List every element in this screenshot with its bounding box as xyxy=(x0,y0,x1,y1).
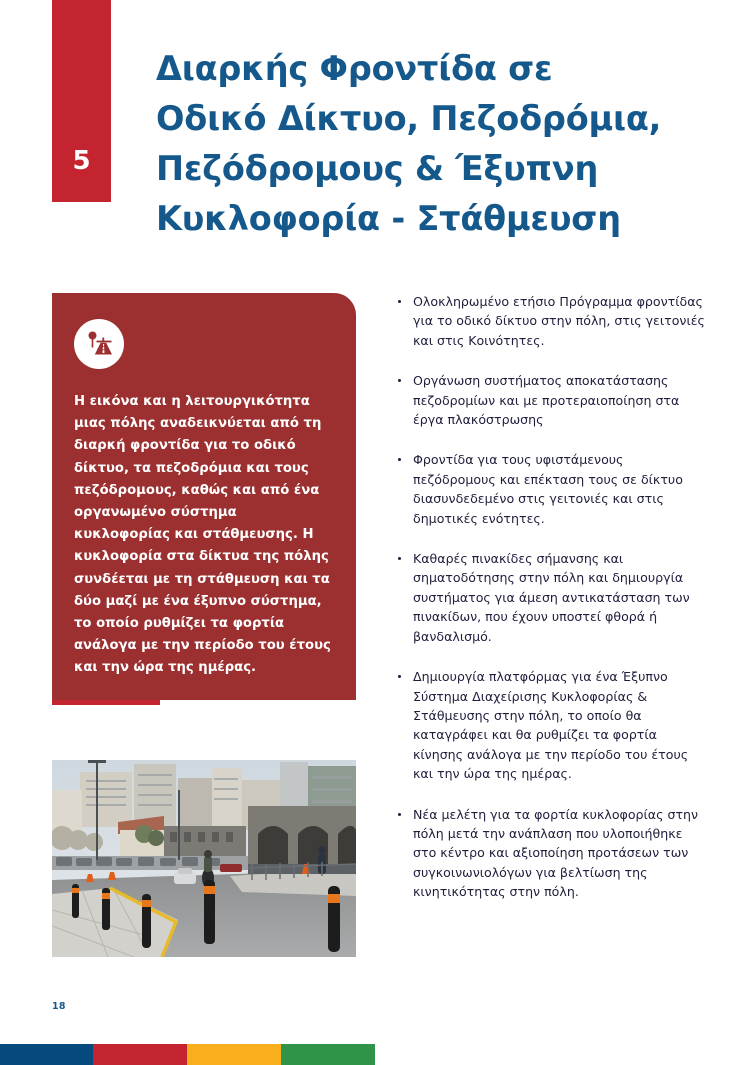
list-item: Καθαρές πινακίδες σήμανσης και σηματοδότησης στην πόλη και δημιουργία συστήματος για άμεση αντικατάσταση των πινακίδων, που έχουν υποστεί φθορά ή βανδαλισμό. xyxy=(396,549,708,646)
footer-bar-segment-red xyxy=(93,1044,187,1065)
page-number: 18 xyxy=(52,1001,66,1012)
list-item: Φροντίδα για τους υφιστάμενους πεζόδρομους και επέκταση τους σε δίκτυο διασυνδεδεμένο στις γειτονιές και στις δημοτικές ενότητες. xyxy=(396,450,708,528)
section-number-bar xyxy=(52,0,111,202)
page-title-line-2: Οδικό Δίκτυο, Πεζοδρόμια, xyxy=(156,99,662,138)
page-title-line-1: Διαρκής Φροντίδα σε xyxy=(156,49,553,88)
road-with-tree-icon xyxy=(74,319,124,369)
footer-bar-segment-green xyxy=(281,1044,375,1065)
summary-card-text: Η εικόνα και η λειτουργικότητα μιας πόλης αναδεικνύεται από τη διαρκή φροντίδα για το οδικό δίκτυο, τα πεζοδρόμια και τους πεζόδρομους, καθώς και από ένα οργανωμένο σύστημα κυκλοφορίας και στάθμευσης. Η κυκλοφορία στα δίκτυα της πόλης συνδέεται με τη στάθμευση και τα δύο μαζί με ένα έξυπνο σύστημα, το οποίο ρυθμίζει τα φορτία ανάλογα με την περίοδο του έτους και την ώρα της ημέρας. xyxy=(74,394,331,676)
list-item: Νέα μελέτη για τα φορτία κυκλοφορίας στην πόλη μετά την ανάπλαση που υλοποιήθηκε στο κέντρο και αξιοποίηση προτάσεων των συγκοινωνιολόγων για βελτίωση της κινητικότητας στην πόλη. xyxy=(396,805,708,902)
card-accent-underline xyxy=(52,700,160,705)
page-title-line-3: Πεζόδρομους & Έξυπνη xyxy=(156,149,599,188)
summary-card xyxy=(52,293,356,700)
page-title-line-4: Κυκλοφορία - Στάθμευση xyxy=(156,199,621,238)
list-item: Ολοκληρωμένο ετήσιο Πρόγραμμα φροντίδας για το οδικό δίκτυο στην πόλη, στις γειτονιές και στις Κοινότητες. xyxy=(396,292,708,350)
footer-color-bar xyxy=(0,1044,375,1065)
bullet-list xyxy=(396,292,708,923)
street-photo xyxy=(52,760,356,957)
footer-bar-segment-blue xyxy=(0,1044,93,1065)
section-number: 5 xyxy=(72,146,91,176)
footer-bar-segment-orange xyxy=(187,1044,281,1065)
list-item: Δημιουργία πλατφόρμας για ένα Έξυπνο Σύστημα Διαχείρισης Κυκλοφορίας & Στάθμευσης στην πόλη, το οποίο θα καταγράφει και θα ρυθμίζει τα φορτία κίνησης ανάλογα με την περίοδο του έτους και την ώρα της ημέρας. xyxy=(396,667,708,783)
list-item: Οργάνωση συστήματος αποκατάστασης πεζοδρομίων και με προτεραιοποίηση στα έργα πλακόστρωσης xyxy=(396,371,708,429)
page-title xyxy=(156,44,716,244)
